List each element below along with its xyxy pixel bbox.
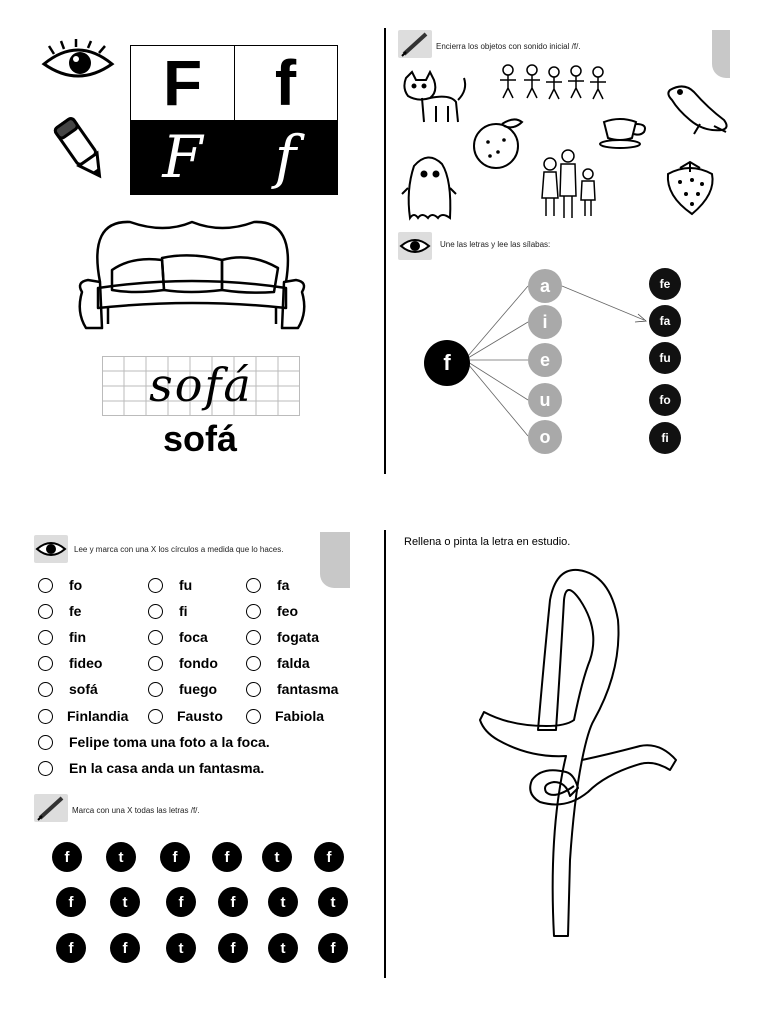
syllable-node: fe (649, 268, 681, 300)
option-circle[interactable] (38, 656, 53, 671)
option-label: fe (69, 603, 82, 619)
eye-icon (40, 38, 116, 88)
sentence-option[interactable] (38, 734, 270, 750)
word-option[interactable] (38, 681, 98, 697)
pencil-icon (50, 112, 110, 184)
syllable-node: fu (649, 342, 681, 374)
family-drawing (536, 148, 602, 222)
letter-dot[interactable]: f (56, 933, 86, 963)
letter-dot[interactable]: t (262, 842, 292, 872)
option-label: Felipe toma una foto a la foca. (69, 734, 270, 750)
option-circle[interactable] (148, 682, 163, 697)
letter-dot[interactable]: f (166, 887, 196, 917)
strawberry-drawing (660, 160, 720, 218)
word-option[interactable] (148, 577, 192, 593)
option-circle[interactable] (246, 604, 261, 619)
eye-icon-box (34, 535, 68, 563)
word-option[interactable] (246, 655, 310, 671)
sofa-illustration (72, 212, 312, 336)
print-lowercase-f: f (274, 47, 297, 119)
letter-dot[interactable]: f (56, 887, 86, 917)
word-option[interactable] (148, 603, 188, 619)
letter-dot[interactable]: t (110, 887, 140, 917)
option-circle[interactable] (148, 604, 163, 619)
cat-drawing (400, 70, 472, 128)
cursive-uppercase-f: F (131, 120, 235, 194)
word-option[interactable] (38, 603, 81, 619)
vowel-node: o (528, 420, 562, 454)
option-label: fantasma (277, 681, 339, 697)
instruction-encierra: Encierra los objetos con sonido inicial /f/. (436, 42, 581, 51)
option-label: Finlandia (67, 708, 129, 724)
cursive-f-outline (470, 560, 690, 944)
eye-icon (34, 535, 68, 563)
ghost-drawing (400, 150, 458, 222)
divider-bottom (384, 530, 386, 978)
pencil-icon (34, 794, 68, 822)
word-option[interactable] (38, 708, 128, 724)
word-option[interactable] (38, 655, 102, 671)
letter-dot[interactable]: t (106, 842, 136, 872)
option-label: fo (69, 577, 83, 593)
sentence-option[interactable] (38, 760, 264, 776)
word-option[interactable] (246, 708, 324, 724)
instruction-marca: Marca con una X todas las letras /f/. (72, 806, 200, 815)
word-option[interactable] (148, 629, 208, 645)
option-circle[interactable] (246, 630, 261, 645)
syllable-node: fo (649, 384, 681, 416)
option-label: En la casa anda un fantasma. (69, 760, 265, 776)
option-label: fa (277, 577, 290, 593)
letter-dot[interactable]: t (268, 887, 298, 917)
option-label: Fausto (177, 708, 223, 724)
word-option[interactable] (246, 629, 319, 645)
option-circle[interactable] (246, 656, 261, 671)
option-label: falda (277, 655, 310, 671)
word-option[interactable] (38, 629, 86, 645)
letter-dot[interactable]: f (160, 842, 190, 872)
letter-dot[interactable]: t (318, 887, 348, 917)
instruction-rellena: Rellena o pinta la letra en estudio. (404, 536, 571, 548)
grey-tab (712, 30, 730, 78)
pencil-icon-box (398, 30, 432, 58)
center-letter-node: f (424, 340, 470, 386)
option-circle[interactable] (38, 761, 53, 776)
instruction-lee: Lee y marca con una X los círculos a medida que lo haces. (74, 545, 284, 554)
cup-drawing (598, 114, 652, 150)
vowel-node: e (528, 343, 562, 377)
word-option[interactable] (38, 577, 82, 593)
option-label: fi (179, 603, 188, 619)
letter-dot[interactable]: f (52, 842, 82, 872)
pencil-icon (398, 30, 432, 58)
word-option[interactable] (246, 577, 289, 593)
option-circle[interactable] (148, 709, 163, 724)
print-uppercase-f: F (131, 46, 235, 120)
cursive-lowercase-f: f (234, 120, 337, 194)
option-label: Fabiola (275, 708, 325, 724)
option-circle[interactable] (38, 578, 53, 593)
letter-dot[interactable]: f (218, 933, 248, 963)
option-label: feo (277, 603, 298, 619)
grey-tab (320, 532, 350, 588)
eye-icon (398, 232, 432, 260)
word-option[interactable] (246, 681, 338, 697)
option-circle[interactable] (38, 630, 53, 645)
instruction-une: Une las letras y lee las sílabas: (440, 240, 551, 249)
syllable-node: fa (649, 305, 681, 337)
option-circle[interactable] (38, 709, 53, 724)
children-drawing (494, 62, 612, 102)
option-circle[interactable] (246, 682, 261, 697)
vowel-node: a (528, 269, 562, 303)
option-label: sofá (69, 681, 98, 697)
option-label: fuego (179, 681, 218, 697)
eye-icon-box (398, 232, 432, 260)
option-circle[interactable] (38, 735, 53, 750)
letter-dot[interactable]: f (314, 842, 344, 872)
option-label: foca (179, 629, 208, 645)
option-circle[interactable] (148, 656, 163, 671)
letter-dot[interactable]: t (166, 933, 196, 963)
option-circle[interactable] (38, 682, 53, 697)
word-option[interactable] (148, 681, 217, 697)
option-circle[interactable] (148, 578, 163, 593)
word-option[interactable] (246, 603, 298, 619)
word-option[interactable] (148, 655, 218, 671)
option-label: fondo (179, 655, 218, 671)
vowel-node: u (528, 383, 562, 417)
letter-dot[interactable]: f (110, 933, 140, 963)
letter-dot[interactable]: f (218, 887, 248, 917)
vowel-node: i (528, 305, 562, 339)
option-label: fu (179, 577, 193, 593)
word-label: sofá (162, 418, 238, 459)
option-circle[interactable] (246, 578, 261, 593)
cursive-word: sofá (149, 358, 253, 412)
orange-drawing (470, 114, 526, 172)
letter-table (130, 45, 338, 195)
option-label: fin (69, 629, 87, 645)
option-label: fideo (69, 655, 103, 671)
letter-dot[interactable]: f (318, 933, 348, 963)
letter-dot[interactable]: f (212, 842, 242, 872)
syllable-node: fi (649, 422, 681, 454)
option-circle[interactable] (148, 630, 163, 645)
option-label: fogata (277, 629, 319, 645)
option-circle[interactable] (38, 604, 53, 619)
seal-drawing (664, 80, 732, 136)
word-option[interactable] (148, 708, 223, 724)
letter-dot[interactable]: t (268, 933, 298, 963)
pencil-icon-box (34, 794, 68, 822)
option-circle[interactable] (246, 709, 261, 724)
